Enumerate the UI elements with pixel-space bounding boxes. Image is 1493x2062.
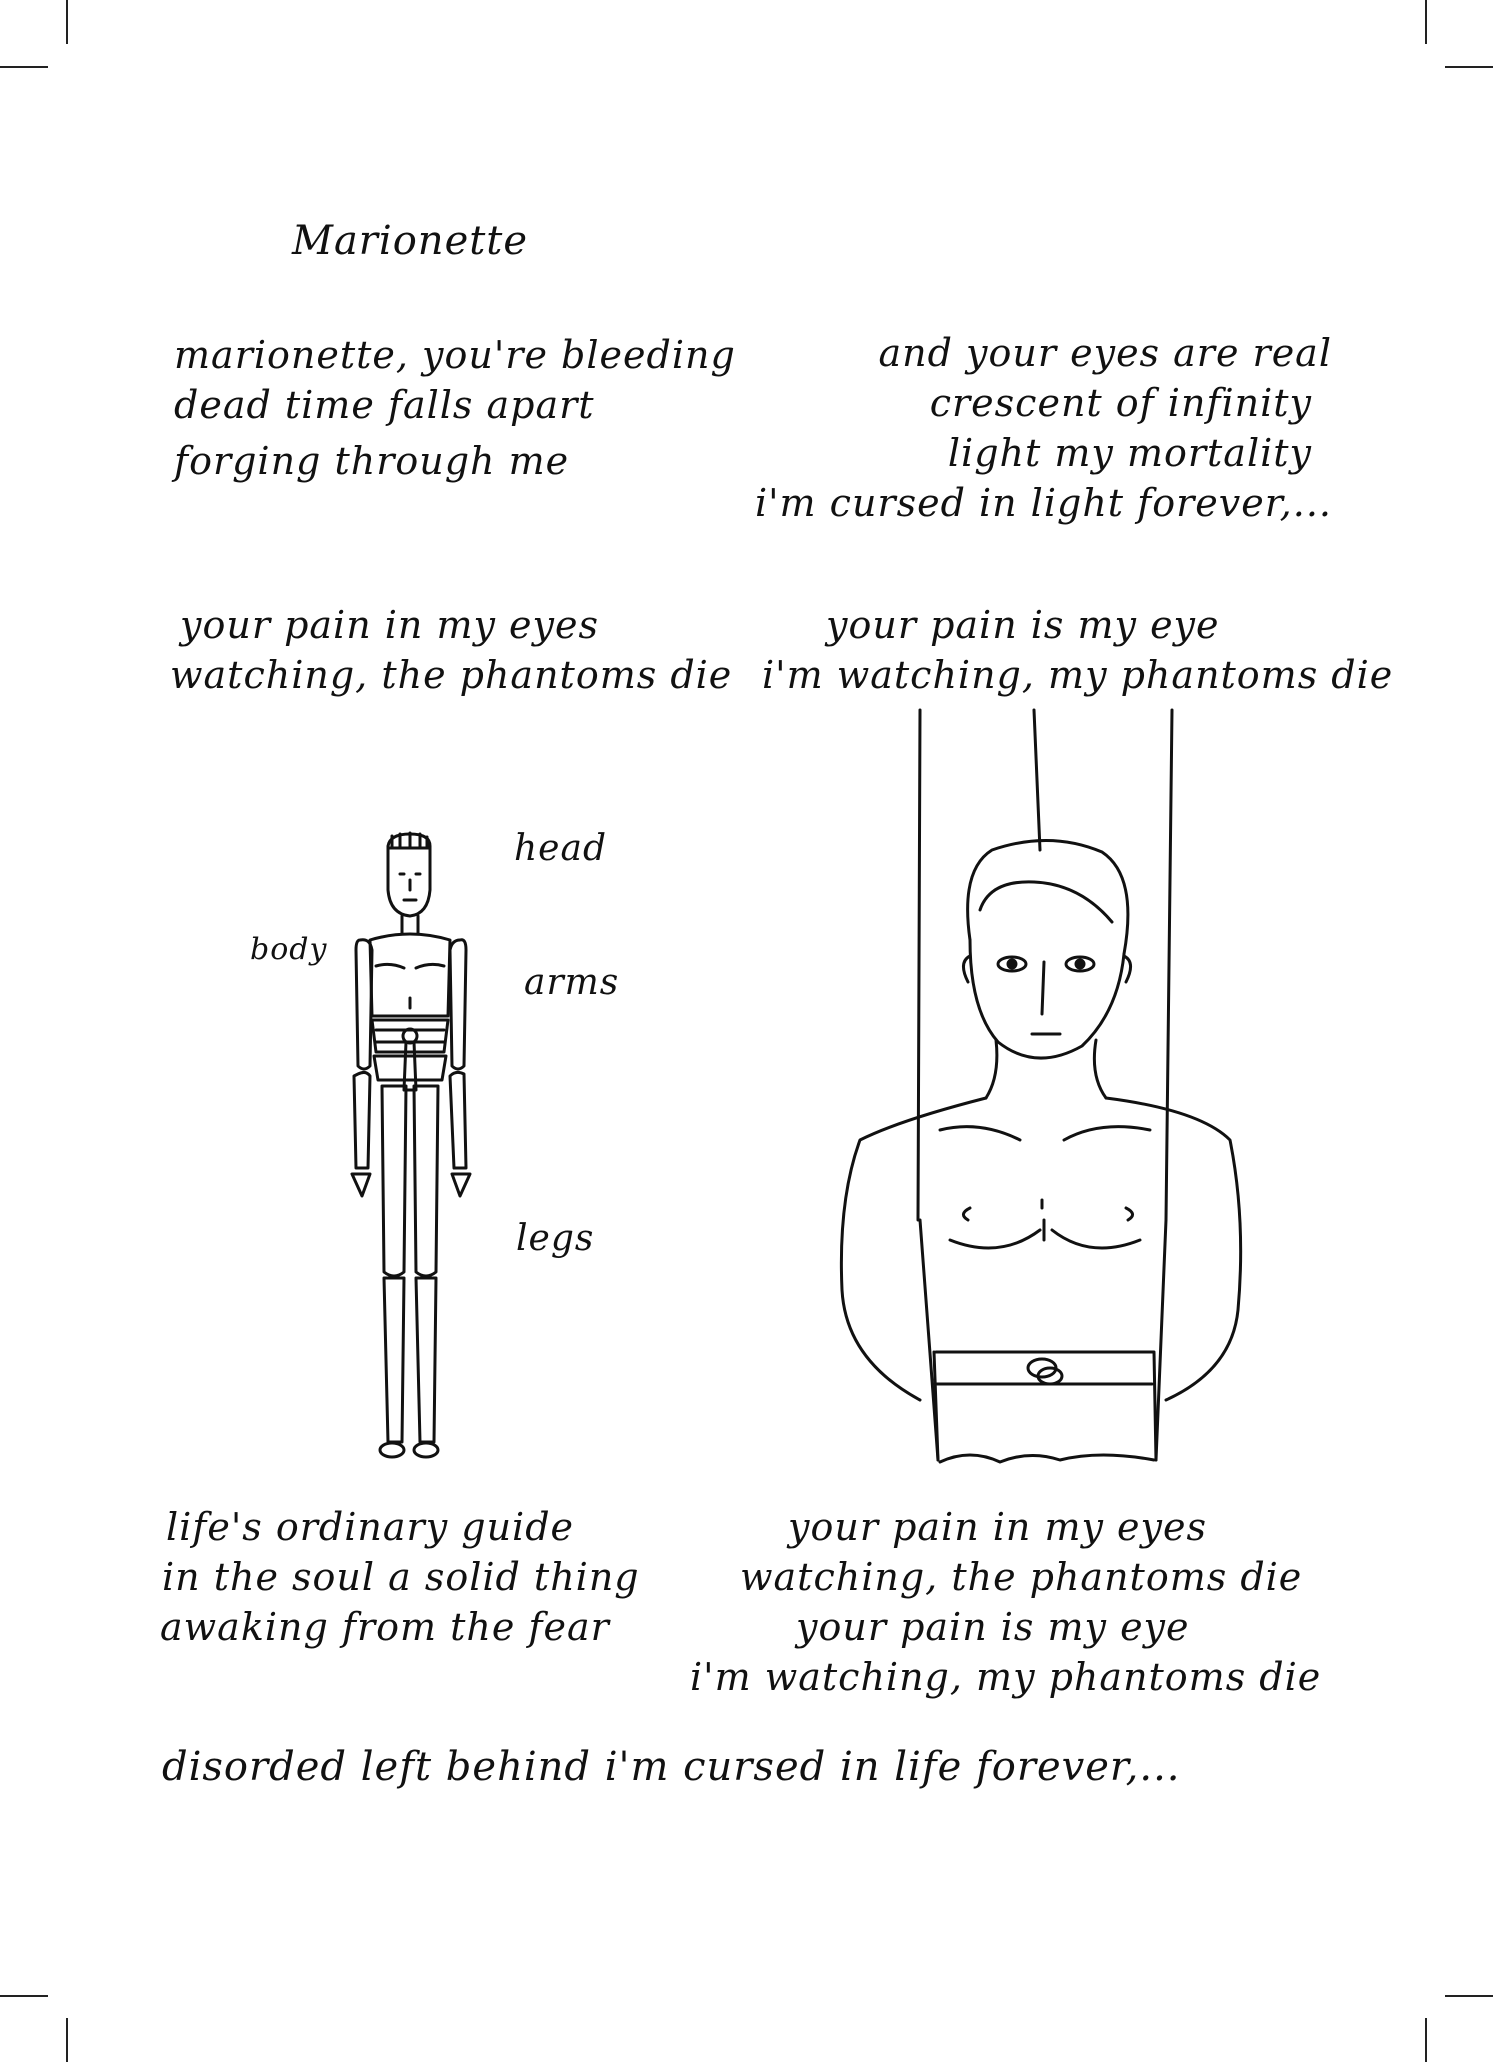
stanza3-right	[690, 1502, 1321, 1702]
stanza1-right	[742, 328, 1342, 528]
page-title: Marionette	[292, 218, 529, 264]
label-head: head	[514, 828, 607, 869]
marionette-man-drawing	[820, 700, 1260, 1480]
verse-line: i'm watching, my phantoms die	[762, 653, 1394, 697]
label-legs: legs	[516, 1218, 595, 1259]
crop-mark-top-right-horizontal	[1445, 66, 1493, 68]
verse-line: your pain is my eye	[796, 1605, 1190, 1649]
crop-mark-top-right-vertical	[1425, 0, 1427, 44]
label-body: body	[250, 932, 328, 967]
crop-mark-bottom-left-vertical	[66, 2018, 68, 2062]
wooden-mannequin-drawing	[330, 830, 490, 1460]
verse-line: i'm watching, my phantoms die	[690, 1655, 1322, 1699]
crop-mark-bottom-right-vertical	[1425, 2018, 1427, 2062]
stanza2-right	[762, 600, 1393, 700]
verse-line: forging through me	[174, 439, 570, 483]
verse-line: watching, the phantoms die	[740, 1555, 1303, 1599]
verse-line: awaking from the fear	[160, 1605, 610, 1649]
verse-line: light my mortality	[947, 431, 1312, 475]
verse-line: your pain is my eye	[826, 603, 1220, 647]
closing-line: disorded left behind i'm cursed in life forever,...	[162, 1744, 1181, 1790]
verse-line: your pain in my eyes	[180, 603, 599, 647]
verse-line: in the soul a solid thing	[162, 1555, 640, 1599]
stanza1-left	[174, 330, 736, 486]
crop-mark-top-left-horizontal	[0, 66, 48, 68]
stanza2-left	[170, 600, 732, 700]
verse-line: and your eyes are real	[878, 331, 1332, 375]
label-arms: arms	[524, 962, 620, 1003]
verse-line: watching, the phantoms die	[170, 653, 733, 697]
verse-line: crescent of infinity	[929, 381, 1312, 425]
crop-mark-bottom-left-horizontal	[0, 1995, 48, 1997]
verse-line: i'm cursed in light forever,...	[754, 481, 1332, 525]
crop-mark-top-left-vertical	[66, 0, 68, 44]
stanza3-left	[160, 1502, 640, 1652]
verse-line: dead time falls apart	[174, 383, 595, 427]
verse-line: your pain in my eyes	[788, 1505, 1207, 1549]
verse-line: marionette, you're bleeding	[174, 333, 736, 377]
verse-line: life's ordinary guide	[166, 1505, 575, 1549]
crop-mark-bottom-right-horizontal	[1445, 1995, 1493, 1997]
